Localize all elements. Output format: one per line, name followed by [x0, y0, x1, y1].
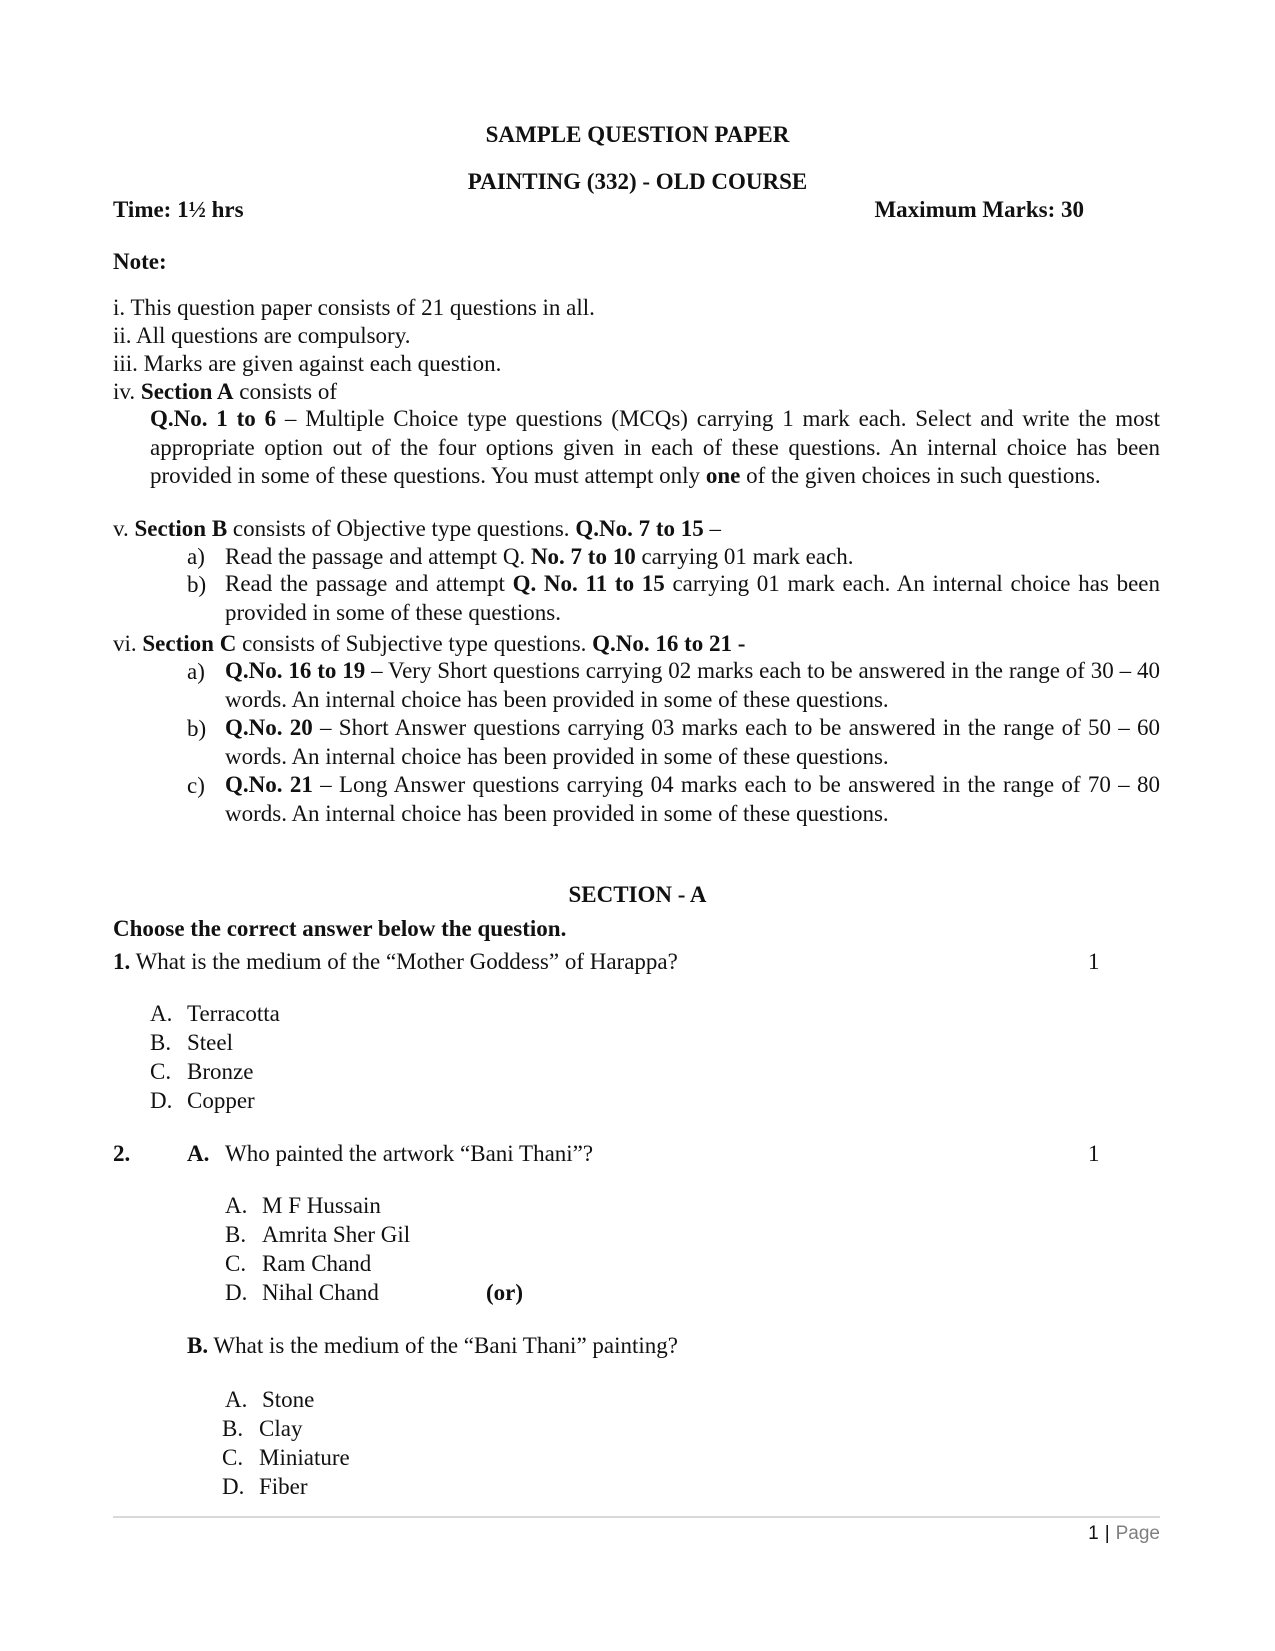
- note-vi-b-text: [225, 714, 1160, 771]
- paper-title: SAMPLE QUESTION PAPER: [485, 122, 790, 147]
- page-number: 1: [1088, 1523, 1099, 1544]
- q2a-option-letter: B.: [225, 1222, 247, 1247]
- q2a-option-text: M F Hussain: [262, 1193, 381, 1218]
- section-a-ref: Section A: [140, 379, 234, 404]
- note-vi-c-bold: Q.No. 21: [225, 772, 313, 797]
- q2b-option-text: Fiber: [259, 1474, 308, 1499]
- q1-option: [150, 1000, 172, 1028]
- q2b-option-text: Clay: [259, 1416, 303, 1441]
- note-vi-b-marker: b): [187, 716, 207, 741]
- q1-option: [150, 1058, 171, 1086]
- note-item-vi-prefix: vi.: [113, 631, 143, 656]
- section-b-ref: Section B: [134, 516, 228, 541]
- section-a-instruction: Choose the correct answer below the question.: [113, 916, 567, 941]
- q1-option: [150, 1087, 172, 1115]
- section-a-text2: of the given choices in such questions.: [740, 463, 1101, 488]
- note-label: Note:: [113, 249, 167, 274]
- section-a-description: [150, 405, 1160, 491]
- page-word: Page: [1115, 1523, 1160, 1544]
- section-b-qrange: Q.No. 7 to 15: [575, 516, 704, 541]
- q1-option-text: Terracotta: [187, 1001, 280, 1026]
- note-item-iv-prefix: iv.: [113, 379, 141, 404]
- section-a-qrange: Q.No. 1 to 6: [150, 406, 277, 431]
- note-v-a-bold: No. 7 to 10: [530, 544, 636, 569]
- note-item-v-prefix: v.: [113, 516, 135, 541]
- note-item-iii: iii. Marks are given against each question.: [113, 351, 502, 376]
- question-2a-label: A.: [187, 1141, 210, 1166]
- question-2b-label: B.: [187, 1333, 209, 1358]
- option-letter: C.: [150, 1059, 172, 1084]
- question-2b: [187, 1332, 678, 1360]
- option-letter: A.: [150, 1001, 173, 1026]
- section-c-qrange: Q.No. 16 to 21 -: [592, 631, 746, 656]
- q1-option-text: Copper: [187, 1088, 255, 1113]
- note-item-iv-rest: consists of: [233, 379, 338, 404]
- note-vi-b-bold: Q.No. 20: [225, 715, 313, 740]
- note-v-b-text1: Read the passage and attempt: [225, 571, 513, 596]
- note-vi-a-bold: Q.No. 16 to 19: [225, 658, 366, 683]
- q2a-option-letter: D.: [225, 1280, 248, 1305]
- question-1-marks: 1: [1088, 949, 1100, 974]
- note-vi-c-text: [225, 771, 1160, 828]
- option-letter: D.: [150, 1088, 173, 1113]
- maximum-marks: Maximum Marks: 30: [874, 197, 1084, 222]
- note-v-a-text: [225, 543, 853, 571]
- note-item-v-dash: –: [703, 516, 721, 541]
- question-2a-text: Who painted the artwork “Bani Thani”?: [225, 1141, 594, 1166]
- question-1-number: 1.: [113, 949, 131, 974]
- note-v-a-text1: Read the passage and attempt Q.: [225, 544, 531, 569]
- note-item-vi: [113, 630, 745, 658]
- note-vi-c-rest: – Long Answer questions carrying 04 marks each to be answered in the range of 70 – 80 words. An internal choice has been provided in some of these questions.: [225, 772, 1160, 826]
- page-footer: [1088, 1521, 1160, 1547]
- note-v-b-text2: carrying 01 mark each. An internal choice has been provided in some of these questions.: [225, 571, 1160, 625]
- q1-option-text: Bronze: [187, 1059, 254, 1084]
- question-1: [113, 948, 678, 976]
- note-vi-a-rest: – Very Short questions carrying 02 marks each to be answered in the range of 30 – 40 words. An internal choice has been provided in some of these questions.: [225, 658, 1160, 712]
- q2b-option-text: Stone: [262, 1387, 315, 1412]
- q1-option: [150, 1029, 171, 1057]
- q2a-option-text: Ram Chand: [262, 1251, 372, 1276]
- q2a-option-text: Nihal Chand: [262, 1280, 379, 1305]
- note-item-v: [113, 515, 721, 543]
- q2b-option-letter: C.: [222, 1445, 244, 1470]
- question-1-text: What is the medium of the “Mother Goddess” of Harappa?: [130, 949, 678, 974]
- note-v-b-marker: b): [187, 572, 207, 597]
- note-item-ii: ii. All questions are compulsory.: [113, 323, 411, 348]
- question-2-marks: 1: [1088, 1141, 1100, 1166]
- note-vi-c-marker: c): [187, 773, 205, 798]
- section-c-ref: Section C: [142, 631, 237, 656]
- note-v-a-text2: carrying 01 mark each.: [635, 544, 854, 569]
- paper-subject: PAINTING (332) - OLD COURSE: [467, 169, 808, 194]
- q2b-option-letter: A.: [225, 1387, 248, 1412]
- note-vi-a-marker: a): [187, 659, 205, 684]
- section-a-one: one: [705, 463, 741, 488]
- q1-option-text: Steel: [187, 1030, 233, 1055]
- q2b-option-text: Miniature: [259, 1445, 350, 1470]
- or-label: (or): [486, 1280, 524, 1305]
- note-item-v-text: consists of Objective type questions.: [227, 516, 576, 541]
- question-2b-text: What is the medium of the “Bani Thani” painting?: [208, 1333, 678, 1358]
- time-allowed: Time: 1½ hrs: [113, 197, 244, 222]
- section-a-text1: – Multiple Choice type questions (MCQs) carrying 1 mark each. Select and write the most appropriate option out of the four options given in each of these questions. An internal choice has been provided in some of these questions. You must attempt only: [150, 406, 1160, 488]
- note-item-iv: [113, 378, 337, 406]
- option-letter: B.: [150, 1030, 172, 1055]
- note-item-i: i. This question paper consists of 21 questions in all.: [113, 295, 595, 320]
- q2a-option-letter: A.: [225, 1193, 248, 1218]
- note-v-a-marker: a): [187, 544, 205, 569]
- q2a-option-text: Amrita Sher Gil: [262, 1222, 411, 1247]
- q2b-option-letter: B.: [222, 1416, 244, 1441]
- note-vi-a-text: [225, 657, 1160, 714]
- note-v-b-bold: Q. No. 11 to 15: [512, 571, 665, 596]
- q2a-option-letter: C.: [225, 1251, 247, 1276]
- question-2-number: 2.: [113, 1141, 131, 1166]
- note-vi-b-rest: – Short Answer questions carrying 03 marks each to be answered in the range of 50 – 60 words. An internal choice has been provided in some of these questions.: [225, 715, 1160, 769]
- footer-separator: |: [1104, 1523, 1110, 1544]
- note-item-vi-text: consists of Subjective type questions.: [236, 631, 593, 656]
- section-a-heading: SECTION - A: [568, 882, 707, 907]
- footer-divider: [113, 1516, 1160, 1518]
- note-v-b-text: [225, 570, 1160, 627]
- q2b-option-letter: D.: [222, 1474, 245, 1499]
